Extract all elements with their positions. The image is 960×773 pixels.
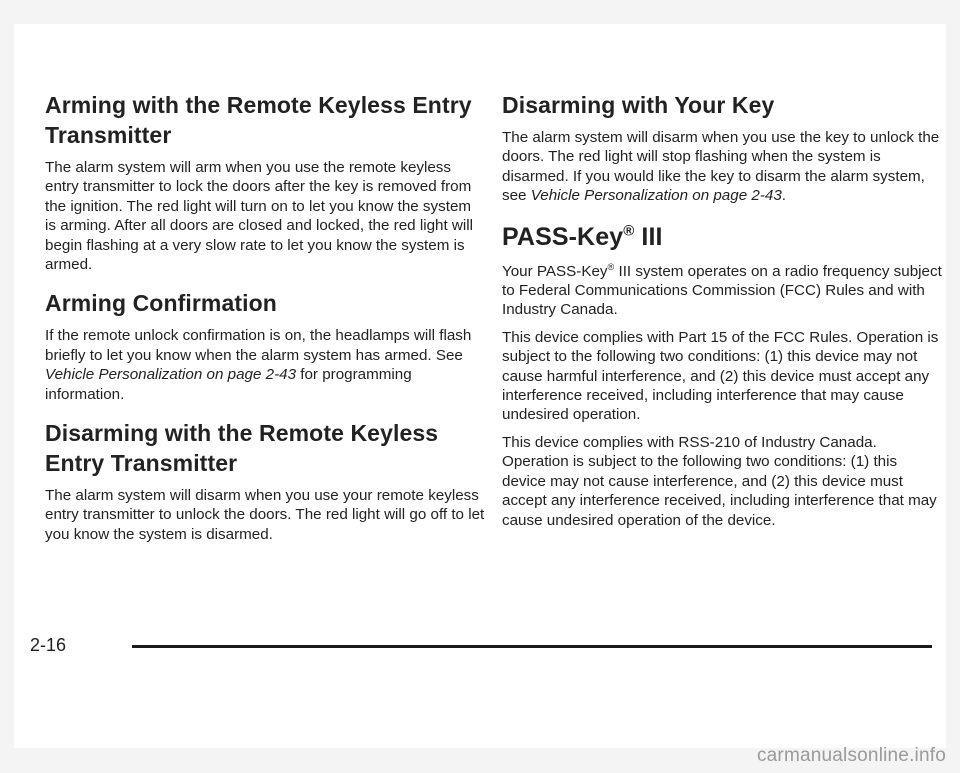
para-disarming-key	[502, 128, 942, 206]
text-span: .	[781, 187, 786, 205]
para-arming-confirmation	[45, 326, 485, 404]
text-span: PASS-Key	[502, 222, 624, 251]
left-column	[45, 90, 485, 544]
text-span: III system operates on a radio frequency subject to Federal Communications Commission (FCC) Rules and with Industry Canada.	[502, 262, 942, 319]
link-vehicle-personalization[interactable]: Vehicle Personalization on page 2-43	[530, 187, 782, 205]
heading-pass-key	[502, 220, 942, 254]
heading-disarming-remote: Disarming with the Remote Keyless Entry Transmitter	[45, 420, 439, 477]
heading-arming-confirmation: Arming Confirmation	[45, 290, 277, 317]
manual-page	[14, 24, 946, 748]
registered-mark: ®	[607, 261, 615, 272]
text-span: III	[634, 222, 663, 251]
para-industry-canada: This device complies with RSS-210 of Industry Canada. Operation is subject to the following two conditions: (1) this device may not cause interference, and (2) this device must accept any interference received, including interference that may cause undesired operation of the device.	[502, 433, 937, 529]
heading-disarming-key: Disarming with Your Key	[502, 92, 775, 118]
text-span: The alarm system will disarm when you use the key to unlock the doors. The red light will stop flashing when the system is disarmed. If you would like the key to disarm the alarm system, see	[502, 129, 940, 205]
text-span: Your PASS-Key	[502, 262, 608, 280]
footer-divider	[132, 645, 932, 648]
watermark: carmanualsonline.info	[756, 745, 946, 766]
link-vehicle-personalization[interactable]: Vehicle Personalization on page 2-43	[45, 366, 297, 384]
text-span: for programming information.	[45, 366, 412, 403]
text-span: If the remote unlock confirmation is on, the headlamps will flash briefly to let you know when the alarm system has armed. See	[45, 327, 472, 364]
right-column	[502, 90, 942, 530]
registered-mark: ®	[623, 222, 635, 240]
para-pass-key-intro	[502, 262, 942, 320]
para-fcc-compliance: This device complies with Part 15 of the FCC Rules. Operation is subject to the following two conditions: (1) this device may not cause harmful interference, and (2) this device must accept any interference received, including interference that may cause undesired operation.	[502, 328, 939, 424]
para-disarming-remote: The alarm system will disarm when you use your remote keyless entry transmitter to unlock the doors. The red light will go off to let you know the system is disarmed.	[45, 487, 485, 543]
page-number: 2-16	[30, 635, 67, 655]
para-arming-remote: The alarm system will arm when you use the remote keyless entry transmitter to lock the doors after the key is removed from the ignition. The red light will turn on to let you know the system is arming. After all doors are closed and locked, the red light will begin flashing at a very slow rate to let you know the system is armed.	[45, 159, 473, 274]
heading-arming-remote: Arming with the Remote Keyless Entry Transmitter	[45, 92, 472, 148]
